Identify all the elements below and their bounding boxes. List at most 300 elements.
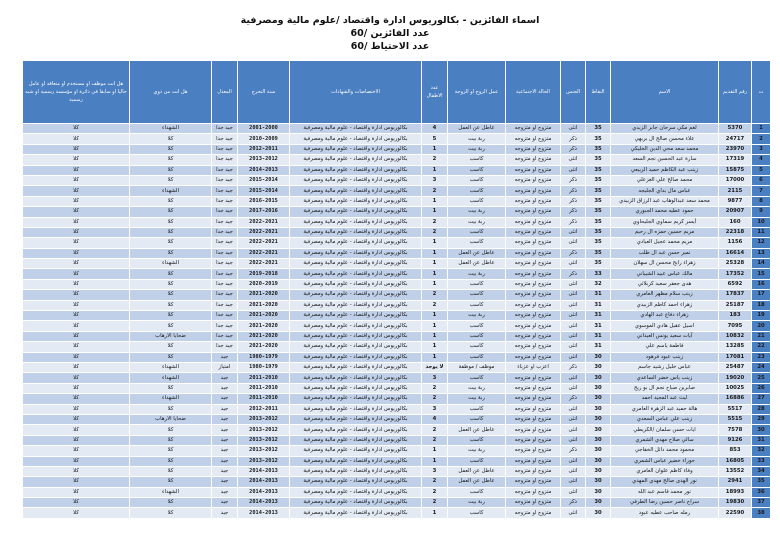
row-kids: 5 bbox=[422, 134, 448, 144]
row-points: 30 bbox=[586, 362, 611, 372]
row-gender: انثى bbox=[561, 227, 586, 237]
row-gender: انثى bbox=[561, 425, 586, 435]
row-seq: 29 bbox=[752, 414, 771, 424]
row-spouse-job: كاسب bbox=[448, 435, 506, 445]
row-points: 35 bbox=[586, 227, 611, 237]
row-degree: بكالوريوس ادارة واقتصاد - علوم مالية ومصرفية bbox=[290, 124, 422, 134]
row-kids: 1 bbox=[422, 269, 448, 279]
row-spouse-job: كاسب bbox=[448, 279, 506, 289]
row-spouse-job: كاسب bbox=[448, 227, 506, 237]
row-app-no: 17837 bbox=[719, 290, 752, 300]
row-seq: 23 bbox=[752, 352, 771, 362]
row-degree: بكالوريوس ادارة واقتصاد - علوم مالية ومصرفية bbox=[290, 414, 422, 424]
row-gender: ذكر bbox=[561, 269, 586, 279]
row-grade: جيد bbox=[212, 435, 238, 445]
row-year: 2021-2020 bbox=[238, 300, 290, 310]
row-seq: 37 bbox=[752, 498, 771, 508]
col-header-category: هل انت من ذوي bbox=[130, 61, 212, 124]
row-employee: كلا bbox=[23, 404, 130, 414]
row-degree: بكالوريوس ادارة واقتصاد - علوم مالية ومصرفية bbox=[290, 425, 422, 435]
row-year: 2022-2021 bbox=[238, 259, 290, 269]
row-spouse-job: ربة بيت bbox=[448, 311, 506, 321]
row-seq: 34 bbox=[752, 466, 771, 476]
row-employee: كلا bbox=[23, 446, 130, 456]
row-name: عباس خليل رشيد جاسم bbox=[611, 362, 719, 372]
row-marital: متزوج او متزوجه bbox=[506, 144, 561, 154]
col-header-marital: الحالة الاجتماعية bbox=[506, 61, 561, 124]
row-gender: ذكر bbox=[561, 207, 586, 217]
row-grade: جيد bbox=[212, 498, 238, 508]
row-grade: جيد جدا bbox=[212, 144, 238, 154]
row-seq: 1 bbox=[752, 124, 771, 134]
row-name: عباس مال بداي الجليجه bbox=[611, 186, 719, 196]
row-name: مريم محمد عجيل العيادي bbox=[611, 238, 719, 248]
row-marital: اعزب او عزباء bbox=[506, 362, 561, 372]
row-app-no: 17319 bbox=[719, 155, 752, 165]
row-kids: 3 bbox=[422, 175, 448, 185]
row-grade: جيد bbox=[212, 466, 238, 476]
table-row bbox=[23, 186, 771, 196]
row-kids: 2 bbox=[422, 394, 448, 404]
row-app-no: 853 bbox=[719, 446, 752, 456]
row-grade: جيد جدا bbox=[212, 207, 238, 217]
row-name: زهراء احمد كاظم الزبيدي bbox=[611, 300, 719, 310]
col-header-name: الاسم bbox=[611, 61, 719, 124]
table-row bbox=[23, 175, 771, 185]
table-row bbox=[23, 279, 771, 289]
row-points: 30 bbox=[586, 404, 611, 414]
row-seq: 6 bbox=[752, 175, 771, 185]
row-marital: متزوج او متزوجه bbox=[506, 259, 561, 269]
row-seq: 10 bbox=[752, 217, 771, 227]
row-app-no: 15875 bbox=[719, 165, 752, 175]
row-seq: 14 bbox=[752, 259, 771, 269]
row-category: الشهداء bbox=[130, 124, 212, 134]
row-grade: جيد bbox=[212, 456, 238, 466]
row-grade: جيد جدا bbox=[212, 134, 238, 144]
row-app-no: 25328 bbox=[719, 259, 752, 269]
row-grade: جيد bbox=[212, 394, 238, 404]
row-year: 2016-2015 bbox=[238, 196, 290, 206]
row-gender: انثى bbox=[561, 321, 586, 331]
row-category: الشهداء bbox=[130, 259, 212, 269]
row-app-no: 19830 bbox=[719, 498, 752, 508]
row-employee: كلا bbox=[23, 435, 130, 445]
row-points: 30 bbox=[586, 383, 611, 393]
row-spouse-job: كاسب bbox=[448, 414, 506, 424]
row-employee: كلا bbox=[23, 311, 130, 321]
row-year: 2021-2020 bbox=[238, 321, 290, 331]
winners-count: عدد الفائزين /60 bbox=[350, 28, 430, 39]
row-seq: 32 bbox=[752, 446, 771, 456]
row-year: 2014-2013 bbox=[238, 508, 290, 518]
table-row bbox=[23, 269, 771, 279]
row-spouse-job: ربة بيت bbox=[448, 207, 506, 217]
table-row bbox=[23, 134, 771, 144]
row-degree: بكالوريوس ادارة واقتصاد - علوم مالية ومصرفية bbox=[290, 508, 422, 518]
row-seq: 21 bbox=[752, 331, 771, 341]
row-grade: جيد bbox=[212, 446, 238, 456]
row-kids: 1 bbox=[422, 331, 448, 341]
row-points: 31 bbox=[586, 331, 611, 341]
table-row bbox=[23, 508, 771, 518]
row-spouse-job: موظف / موظفة bbox=[448, 362, 506, 372]
row-spouse-job: كاسب bbox=[448, 373, 506, 383]
row-kids: 2 bbox=[422, 477, 448, 487]
row-employee: كلا bbox=[23, 248, 130, 258]
row-grade: جيد جدا bbox=[212, 259, 238, 269]
row-gender: انثى bbox=[561, 414, 586, 424]
row-points: 35 bbox=[586, 207, 611, 217]
row-app-no: 23970 bbox=[719, 144, 752, 154]
row-kids: 3 bbox=[422, 466, 448, 476]
row-app-no: 19020 bbox=[719, 373, 752, 383]
row-grade: جيد جدا bbox=[212, 321, 238, 331]
row-kids: 1 bbox=[422, 456, 448, 466]
table-row bbox=[23, 352, 771, 362]
row-spouse-job: ربة بيت bbox=[448, 269, 506, 279]
row-name: زينب عبد الكاظم حميد الربيعي bbox=[611, 165, 719, 175]
row-category: كلا bbox=[130, 217, 212, 227]
page-title: اسماء الفائزين - بكالوريوس ادارة واقتصاد /علوم مالية ومصرفية bbox=[240, 15, 540, 26]
row-spouse-job: عاطل عن العمل bbox=[448, 124, 506, 134]
row-year: 2017-2016 bbox=[238, 207, 290, 217]
row-marital: متزوج او متزوجه bbox=[506, 456, 561, 466]
row-kids: 2 bbox=[422, 435, 448, 445]
row-category: كلا bbox=[130, 321, 212, 331]
row-kids: 2 bbox=[422, 383, 448, 393]
row-year: 2013-2012 bbox=[238, 446, 290, 456]
row-gender: انثى bbox=[561, 466, 586, 476]
row-marital: متزوج او متزوجه bbox=[506, 477, 561, 487]
row-marital: متزوج او متزوجه bbox=[506, 394, 561, 404]
row-seq: 28 bbox=[752, 404, 771, 414]
row-seq: 4 bbox=[752, 155, 771, 165]
row-degree: بكالوريوس ادارة واقتصاد - علوم مالية ومصرفية bbox=[290, 342, 422, 352]
row-grade: جيد جدا bbox=[212, 186, 238, 196]
row-marital: متزوج او متزوجه bbox=[506, 446, 561, 456]
row-name: صابرين صباح نجم ال بو ريح bbox=[611, 383, 719, 393]
row-grade: جيد جدا bbox=[212, 238, 238, 248]
row-degree: بكالوريوس ادارة واقتصاد - علوم مالية ومصرفية bbox=[290, 155, 422, 165]
row-employee: كلا bbox=[23, 352, 130, 362]
row-gender: انثى bbox=[561, 487, 586, 497]
row-marital: متزوج او متزوجه bbox=[506, 508, 561, 518]
row-gender: ذكر bbox=[561, 248, 586, 258]
row-category: كلا bbox=[130, 508, 212, 518]
row-points: 30 bbox=[586, 373, 611, 383]
row-marital: متزوج او متزوجه bbox=[506, 290, 561, 300]
row-kids: 1 bbox=[422, 279, 448, 289]
row-name: مالك عباس عبيد الشيباني bbox=[611, 269, 719, 279]
row-name: حوراء خضير عباس الشمري bbox=[611, 456, 719, 466]
row-employee: كلا bbox=[23, 331, 130, 341]
row-app-no: 25187 bbox=[719, 300, 752, 310]
row-category: كلا bbox=[130, 196, 212, 206]
row-spouse-job: ربة بيت bbox=[448, 134, 506, 144]
row-kids: 1 bbox=[422, 144, 448, 154]
row-name: محمود محمد دائل الخفاجي bbox=[611, 446, 719, 456]
row-kids: 2 bbox=[422, 425, 448, 435]
row-employee: كلا bbox=[23, 342, 130, 352]
row-app-no: 18993 bbox=[719, 487, 752, 497]
row-employee: كلا bbox=[23, 362, 130, 372]
row-gender: انثى bbox=[561, 300, 586, 310]
table-row bbox=[23, 217, 771, 227]
row-gender: ذكر bbox=[561, 196, 586, 206]
row-seq: 35 bbox=[752, 477, 771, 487]
col-header-grade: المعدل bbox=[212, 61, 238, 124]
row-degree: بكالوريوس ادارة واقتصاد - علوم مالية ومصرفية bbox=[290, 362, 422, 372]
row-year: 2021-2020 bbox=[238, 311, 290, 321]
row-kids: 1 bbox=[422, 207, 448, 217]
row-marital: متزوج او متزوجه bbox=[506, 373, 561, 383]
row-points: 35 bbox=[586, 259, 611, 269]
row-marital: متزوج او متزوجه bbox=[506, 311, 561, 321]
row-spouse-job: كاسب bbox=[448, 456, 506, 466]
row-kids: 1 bbox=[422, 321, 448, 331]
row-points: 30 bbox=[586, 508, 611, 518]
row-employee: كلا bbox=[23, 175, 130, 185]
row-marital: متزوج او متزوجه bbox=[506, 217, 561, 227]
row-degree: بكالوريوس ادارة واقتصاد - علوم مالية ومصرفية bbox=[290, 404, 422, 414]
row-grade: جيد جدا bbox=[212, 269, 238, 279]
table-row bbox=[23, 487, 771, 497]
row-gender: انثى bbox=[561, 290, 586, 300]
table-row bbox=[23, 144, 771, 154]
row-degree: بكالوريوس ادارة واقتصاد - علوم مالية ومصرفية bbox=[290, 290, 422, 300]
table-row bbox=[23, 207, 771, 217]
row-category: كلا bbox=[130, 165, 212, 175]
row-spouse-job: عاطل عن العمل bbox=[448, 248, 506, 258]
row-spouse-job: كاسب bbox=[448, 331, 506, 341]
row-app-no: 16805 bbox=[719, 456, 752, 466]
winners-table bbox=[22, 60, 771, 519]
table-row bbox=[23, 290, 771, 300]
row-category: كلا bbox=[130, 175, 212, 185]
row-grade: جيد جدا bbox=[212, 311, 238, 321]
row-degree: بكالوريوس ادارة واقتصاد - علوم مالية ومصرفية bbox=[290, 238, 422, 248]
row-app-no: 16614 bbox=[719, 248, 752, 258]
row-year: 2015-2014 bbox=[238, 175, 290, 185]
row-marital: متزوج او متزوجه bbox=[506, 165, 561, 175]
row-app-no: 9126 bbox=[719, 435, 752, 445]
row-degree: بكالوريوس ادارة واقتصاد - علوم مالية ومصرفية bbox=[290, 435, 422, 445]
row-grade: جيد bbox=[212, 404, 238, 414]
row-employee: كلا bbox=[23, 269, 130, 279]
row-name: زهراء رابح محسن ال سهلان bbox=[611, 259, 719, 269]
row-points: 30 bbox=[586, 466, 611, 476]
row-name: زينب ياس خضر الساعدي bbox=[611, 373, 719, 383]
row-degree: بكالوريوس ادارة واقتصاد - علوم مالية ومصرفية bbox=[290, 186, 422, 196]
row-name: ليث عبد المجيد احمد bbox=[611, 394, 719, 404]
row-spouse-job: عاطل عن العمل bbox=[448, 425, 506, 435]
row-employee: كلا bbox=[23, 414, 130, 424]
row-spouse-job: ربة بيت bbox=[448, 383, 506, 393]
row-app-no: 7578 bbox=[719, 425, 752, 435]
col-header-gender: الجنس bbox=[561, 61, 586, 124]
row-spouse-job: كاسب bbox=[448, 321, 506, 331]
row-year: 2013-2012 bbox=[238, 155, 290, 165]
row-year: 2014-2013 bbox=[238, 466, 290, 476]
row-degree: بكالوريوس ادارة واقتصاد - علوم مالية ومصرفية bbox=[290, 373, 422, 383]
row-spouse-job: كاسب bbox=[448, 175, 506, 185]
row-kids: 1 bbox=[422, 196, 448, 206]
row-category: كلا bbox=[130, 425, 212, 435]
row-degree: بكالوريوس ادارة واقتصاد - علوم مالية ومصرفية bbox=[290, 279, 422, 289]
row-marital: متزوج او متزوجه bbox=[506, 466, 561, 476]
row-points: 30 bbox=[586, 498, 611, 508]
row-name: حمود عطيه محمد الجبوري bbox=[611, 207, 719, 217]
row-gender: انثى bbox=[561, 124, 586, 134]
row-category: كلا bbox=[130, 290, 212, 300]
row-gender: انثى bbox=[561, 238, 586, 248]
row-year: 2011-2010 bbox=[238, 373, 290, 383]
row-year: 2011-2010 bbox=[238, 394, 290, 404]
row-gender: انثى bbox=[561, 259, 586, 269]
table-row bbox=[23, 124, 771, 134]
row-app-no: 10025 bbox=[719, 383, 752, 393]
row-app-no: 5370 bbox=[719, 124, 752, 134]
row-marital: متزوج او متزوجه bbox=[506, 321, 561, 331]
row-employee: كلا bbox=[23, 279, 130, 289]
row-name: سالي صلاح مهدي الشمري bbox=[611, 435, 719, 445]
row-grade: جيد جدا bbox=[212, 248, 238, 258]
row-app-no: 5515 bbox=[719, 414, 752, 424]
col-header-employee: هل انت موظف او مستخدم او متعاقد او عامل حاليا او سابقا في دائرة او مؤسسة رسمية او شبه رسمية bbox=[23, 61, 130, 124]
row-gender: انثى bbox=[561, 456, 586, 466]
row-points: 35 bbox=[586, 134, 611, 144]
table-row bbox=[23, 238, 771, 248]
row-app-no: 13285 bbox=[719, 342, 752, 352]
row-seq: 2 bbox=[752, 134, 771, 144]
row-employee: كلا bbox=[23, 508, 130, 518]
row-category: كلا bbox=[130, 477, 212, 487]
col-header-points: النقاط bbox=[586, 61, 611, 124]
table-row bbox=[23, 300, 771, 310]
row-name: ايات حسن سلمان /الكريطي bbox=[611, 425, 719, 435]
row-name: زهراء دفاع عبد الهادي bbox=[611, 311, 719, 321]
row-degree: بكالوريوس ادارة واقتصاد - علوم مالية ومصرفية bbox=[290, 477, 422, 487]
row-employee: كلا bbox=[23, 300, 130, 310]
row-year: 2012-2011 bbox=[238, 144, 290, 154]
row-seq: 26 bbox=[752, 383, 771, 393]
row-year: 2022-2021 bbox=[238, 248, 290, 258]
row-kids: 1 bbox=[422, 446, 448, 456]
row-category: كلا bbox=[130, 134, 212, 144]
row-grade: امتياز bbox=[212, 362, 238, 372]
row-app-no: 16886 bbox=[719, 394, 752, 404]
row-seq: 31 bbox=[752, 435, 771, 445]
row-app-no: 24717 bbox=[719, 134, 752, 144]
row-employee: كلا bbox=[23, 165, 130, 175]
row-degree: بكالوريوس ادارة واقتصاد - علوم مالية ومصرفية bbox=[290, 175, 422, 185]
row-points: 30 bbox=[586, 352, 611, 362]
row-category: كلا bbox=[130, 446, 212, 456]
row-kids: 1 bbox=[422, 508, 448, 518]
row-app-no: 7095 bbox=[719, 321, 752, 331]
row-seq: 33 bbox=[752, 456, 771, 466]
row-kids: 4 bbox=[422, 124, 448, 134]
row-name: محمد صالح علي الغزعلي bbox=[611, 175, 719, 185]
row-spouse-job: كاسب bbox=[448, 487, 506, 497]
row-marital: متزوج او متزوجه bbox=[506, 207, 561, 217]
row-year: 2022-2021 bbox=[238, 238, 290, 248]
row-category: الشهداء bbox=[130, 487, 212, 497]
row-grade: جيد جدا bbox=[212, 175, 238, 185]
row-name: زينب علي عباس السعدي bbox=[611, 414, 719, 424]
row-grade: جيد جدا bbox=[212, 342, 238, 352]
row-grade: جيد جدا bbox=[212, 331, 238, 341]
row-grade: جيد bbox=[212, 352, 238, 362]
row-category: الشهداء bbox=[130, 186, 212, 196]
row-points: 31 bbox=[586, 321, 611, 331]
row-marital: متزوج او متزوجه bbox=[506, 155, 561, 165]
row-seq: 18 bbox=[752, 300, 771, 310]
row-spouse-job: كاسب bbox=[448, 404, 506, 414]
row-spouse-job: كاسب bbox=[448, 342, 506, 352]
row-category: الشهداء bbox=[130, 373, 212, 383]
row-gender: انثى bbox=[561, 155, 586, 165]
row-category: الشهداء bbox=[130, 394, 212, 404]
row-year: 2001-2000 bbox=[238, 124, 290, 134]
row-degree: بكالوريوس ادارة واقتصاد - علوم مالية ومصرفية bbox=[290, 144, 422, 154]
row-spouse-job: ربة بيت bbox=[448, 498, 506, 508]
row-marital: متزوج او متزوجه bbox=[506, 352, 561, 362]
row-kids: 1 bbox=[422, 259, 448, 269]
row-seq: 15 bbox=[752, 269, 771, 279]
table-row bbox=[23, 165, 771, 175]
row-spouse-job: ربة بيت bbox=[448, 144, 506, 154]
row-employee: كلا bbox=[23, 394, 130, 404]
row-category: كلا bbox=[130, 300, 212, 310]
row-name: سراج ناصر حسين رضا الطرفي bbox=[611, 498, 719, 508]
col-header-spouse-job: عمل الزوج او الزوجة bbox=[448, 61, 506, 124]
row-seq: 17 bbox=[752, 290, 771, 300]
row-grade: جيد جدا bbox=[212, 300, 238, 310]
col-header-seq: ت bbox=[752, 61, 771, 124]
row-marital: متزوج او متزوجه bbox=[506, 414, 561, 424]
row-points: 35 bbox=[586, 217, 611, 227]
row-gender: انثى bbox=[561, 342, 586, 352]
row-degree: بكالوريوس ادارة واقتصاد - علوم مالية ومصرفية bbox=[290, 487, 422, 497]
row-name: لغم مكي سرحان جابر الزيدي bbox=[611, 124, 719, 134]
row-kids: 4 bbox=[422, 414, 448, 424]
row-app-no: 10832 bbox=[719, 331, 752, 341]
row-name: فاطمة ياسم علي bbox=[611, 342, 719, 352]
row-category: كلا bbox=[130, 404, 212, 414]
row-seq: 36 bbox=[752, 487, 771, 497]
row-category: كلا bbox=[130, 144, 212, 154]
row-points: 30 bbox=[586, 435, 611, 445]
row-kids: 2 bbox=[422, 217, 448, 227]
col-header-degree: الاختصاصات والشهادات bbox=[290, 61, 422, 124]
row-points: 33 bbox=[586, 269, 611, 279]
row-employee: كلا bbox=[23, 227, 130, 237]
col-header-kids: عدد الاطفال bbox=[422, 61, 448, 124]
row-spouse-job: كاسب bbox=[448, 186, 506, 196]
row-marital: متزوج او متزوجه bbox=[506, 124, 561, 134]
row-app-no: 5517 bbox=[719, 404, 752, 414]
row-spouse-job: عاطل عن العمل bbox=[448, 259, 506, 269]
row-name: محمد سعد محي الدين الخليكي bbox=[611, 144, 719, 154]
row-seq: 27 bbox=[752, 394, 771, 404]
row-name: هالة حميد عبد الزهرة العامري bbox=[611, 404, 719, 414]
row-marital: متزوج او متزوجه bbox=[506, 196, 561, 206]
table-row bbox=[23, 404, 771, 414]
row-employee: كلا bbox=[23, 425, 130, 435]
table-row bbox=[23, 383, 771, 393]
